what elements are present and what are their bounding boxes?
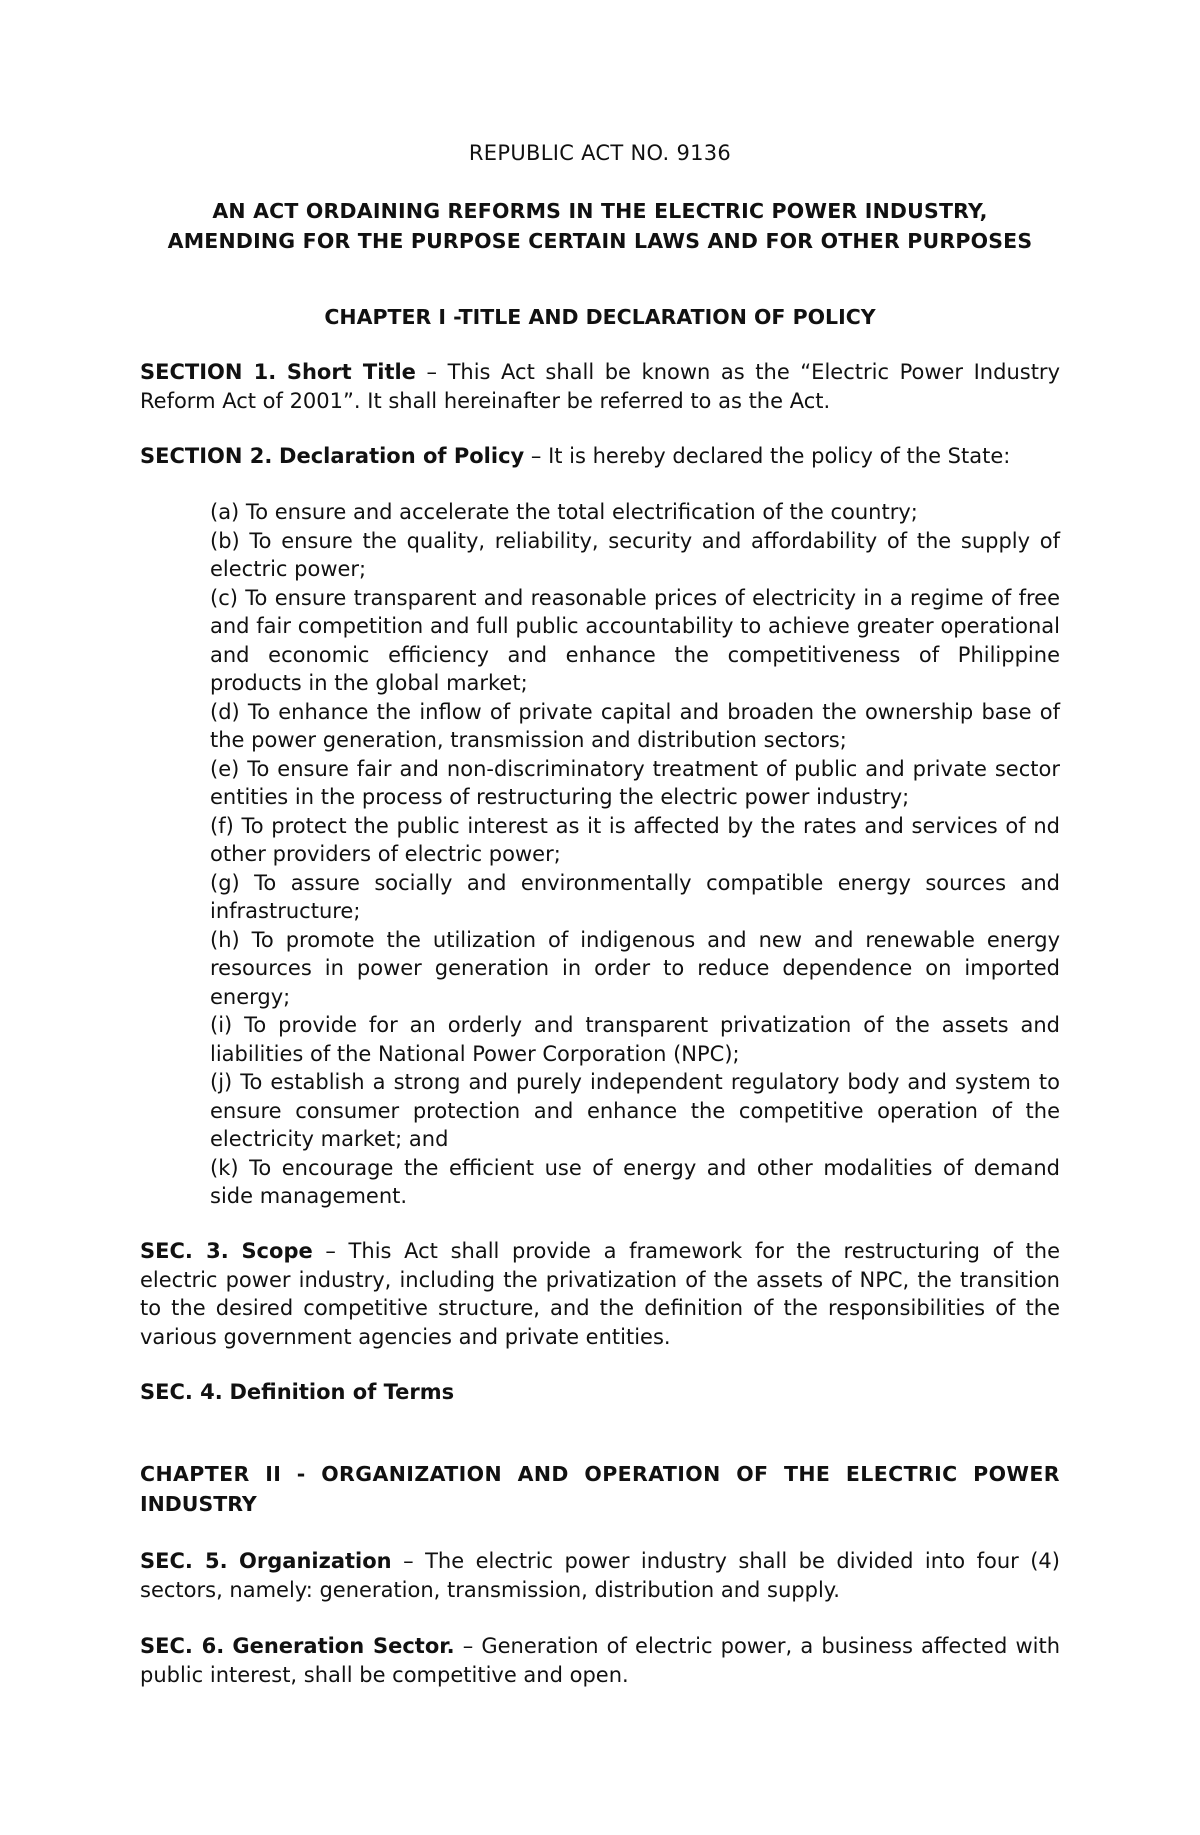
section-2-label: SECTION 2. — [140, 444, 273, 468]
policy-item-e: (e) To ensure fair and non-discriminatory treatment of public and private sector entities in the process of restructuring the electric power industry; — [210, 756, 1060, 809]
section-5-paragraph — [140, 1547, 1060, 1604]
section-3-label: SEC. 3. — [140, 1239, 229, 1263]
policy-item-g: (g) To assure socially and environmentally compatible energy sources and infrastructure; — [210, 870, 1060, 923]
section-1-title: Short Title — [286, 360, 416, 384]
section-1-body: – This Act shall be known as the “Electric Power Industry Reform Act of 2001”. It shall hereinafter be referred to as the Act. — [140, 360, 1060, 413]
section-2-title: Declaration of Policy — [279, 444, 525, 468]
act-number: REPUBLIC ACT NO. 9136 — [468, 141, 732, 165]
section-1-paragraph — [140, 358, 1060, 415]
policy-item-b: (b) To ensure the quality, reliability, security and affordability of the supply of electric power; — [210, 528, 1060, 581]
policy-item-c: (c) To ensure transparent and reasonable prices of electricity in a regime of free and fair competition and full public accountability to achieve greater operational and economic efficiency and enhance the competitiveness of Philippine products in the global market; — [210, 585, 1060, 695]
section-1-label: SECTION 1. — [140, 360, 277, 384]
section-3-body: – This Act shall provide a framework for the restructuring of the electric power industry, including the privatization of the assets of NPC, the transition to the desired competitive structure, and the definition of the responsibilities of the various government agencies and private entities. — [140, 1239, 1060, 1349]
section-2-body: – It is hereby declared the policy of the State: — [524, 444, 1011, 468]
act-title — [100, 196, 1100, 256]
section-4-paragraph — [140, 1378, 1060, 1407]
chapter-1-heading: CHAPTER I -TITLE AND DECLARATION OF POLICY — [324, 305, 876, 329]
section-6-body: – Generation of electric power, a business affected with public interest, shall be competitive and open. — [140, 1634, 1060, 1687]
act-title-line-1: AN ACT ORDAINING REFORMS IN THE ELECTRIC POWER INDUSTRY, — [212, 199, 988, 223]
policy-item-h: (h) To promote the utilization of indigenous and new and renewable energy resources in power generation in order to reduce dependence on imported energy; — [210, 927, 1060, 1009]
chapter-2-heading-line-1: CHAPTER II - ORGANIZATION AND OPERATION OF THE ELECTRIC POWER — [140, 1462, 1060, 1486]
section-3-paragraph — [140, 1237, 1060, 1351]
section-4-label: SEC. 4. — [140, 1380, 223, 1404]
section-6-label: SEC. 6. — [140, 1634, 225, 1658]
policy-item-k: (k) To encourage the efficient use of energy and other modalities of demand side management. — [210, 1155, 1060, 1208]
section-3-title: Scope — [241, 1239, 313, 1263]
chapter-2-heading-line-2: INDUSTRY — [140, 1492, 257, 1516]
policy-item-j: (j) To establish a strong and purely independent regulatory body and system to ensure consumer protection and enhance the competitive operation of the electricity market; and — [210, 1070, 1060, 1151]
policy-item-f: (f) To protect the public interest as it is affected by the rates and services of nd other providers of electric power; — [210, 813, 1060, 866]
section-6-paragraph — [140, 1632, 1060, 1689]
policy-item-a: (a) To ensure and accelerate the total electrification of the country; — [210, 500, 918, 524]
section-5-body: – The electric power industry shall be divided into four (4) sectors, namely: generation, transmission, distribution and supply. — [140, 1549, 1060, 1602]
section-5-label: SEC. 5. — [140, 1549, 228, 1573]
section-2-paragraph — [140, 442, 1060, 471]
section-4-title: Definition of Terms — [229, 1380, 455, 1404]
policy-item-i: (i) To provide for an orderly and transparent privatization of the assets and liabilities of the National Power Corporation (NPC); — [210, 1013, 1060, 1066]
section-5-title: Organization — [239, 1549, 392, 1573]
policy-list — [210, 498, 1060, 1211]
act-title-line-2: AMENDING FOR THE PURPOSE CERTAIN LAWS AND FOR OTHER PURPOSES — [167, 229, 1033, 253]
policy-item-d: (d) To enhance the inflow of private capital and broaden the ownership base of the power generation, transmission and distribution sectors; — [210, 699, 1060, 752]
section-6-title: Generation Sector. — [232, 1634, 455, 1658]
